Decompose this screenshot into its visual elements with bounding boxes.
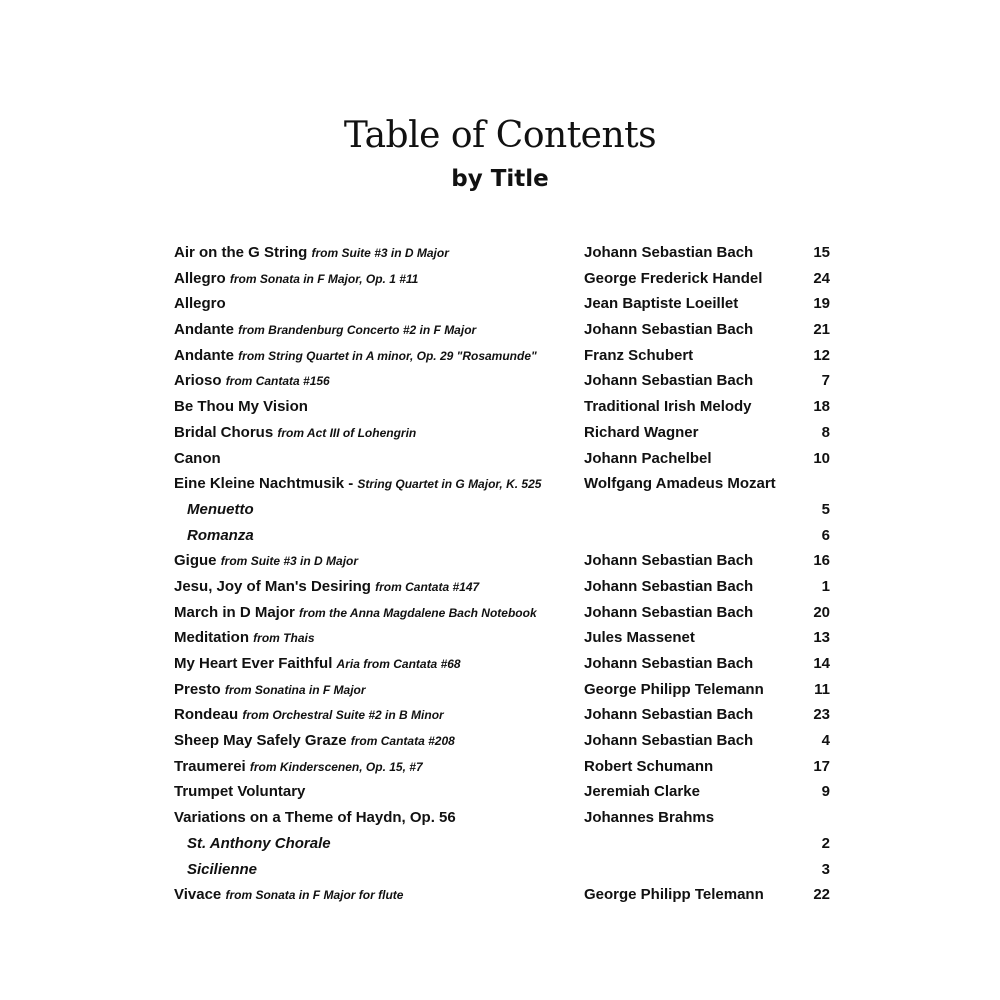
work-title: Allegro (174, 269, 226, 287)
page-number: 20 (813, 603, 830, 621)
toc-row (0, 497, 1000, 523)
composer-name: George Philipp Telemann (584, 886, 764, 904)
toc-row (0, 266, 1000, 292)
composer-name: Johann Sebastian Bach (584, 321, 754, 339)
composer-name: Johann Sebastian Bach (584, 655, 754, 672)
page-number: 4 (821, 732, 830, 750)
composer-name: Johann Pachelbel (584, 449, 712, 467)
work-title: Arioso (174, 372, 222, 390)
toc-row (0, 600, 1000, 626)
work-source: from String Quartet in A minor, Op. 29 "Rosamunde" (238, 348, 537, 363)
toc-entry-title (174, 420, 416, 446)
toc-row (0, 754, 1000, 780)
page-subtitle: by Title (451, 166, 549, 192)
work-title: Meditation (174, 629, 249, 647)
work-title: Eine Kleine Nachtmusik - (174, 475, 354, 493)
toc-entry-title (174, 625, 315, 651)
toc-entry-title (174, 728, 455, 754)
work-source: Aria from Cantata #68 (336, 657, 461, 671)
toc-entry-title (174, 291, 226, 316)
toc-row (0, 368, 1000, 394)
toc-row (0, 702, 1000, 728)
toc-entry-title (187, 523, 254, 548)
toc-entry-title (174, 805, 456, 830)
work-source: String Quartet in G Major, K. 525 (357, 477, 542, 492)
page-number: 13 (813, 629, 830, 647)
toc-entry-title (174, 600, 537, 626)
page-number: 18 (813, 398, 830, 416)
toc-entry-title (174, 779, 305, 804)
composer-name: Johann Sebastian Bach (584, 706, 754, 724)
work-source: from Orchestral Suite #2 in B Minor (242, 708, 444, 723)
composer-name: Johann Sebastian Bach (584, 577, 754, 595)
toc-entry-title (174, 394, 308, 419)
work-title: Vivace (174, 886, 222, 904)
toc-entry-title (174, 240, 449, 266)
page-number: 3 (821, 860, 830, 878)
composer-name: Robert Schumann (584, 757, 714, 775)
toc-entry-title (174, 574, 479, 600)
page-number: 16 (813, 552, 830, 570)
toc-entry-title (174, 471, 541, 497)
work-source: from Sonata in F Major for flute (225, 888, 404, 903)
work-source: from Sonata in F Major, Op. 1 #11 (229, 271, 419, 286)
work-title: Jesu, Joy of Man's Desiring (174, 577, 371, 595)
composer-name: George Philipp Telemann (584, 680, 764, 698)
composer-name: Jules Massenet (584, 629, 695, 647)
work-title: Andante (174, 346, 234, 364)
work-source: from Kinderscenen, Op. 15, #7 (249, 759, 423, 774)
composer-name: Johannes Brahms (584, 809, 715, 827)
toc-entry-title (187, 857, 257, 882)
work-title: Rondeau (174, 706, 239, 724)
work-title: Gigue (174, 552, 217, 570)
work-title: Trumpet Voluntary (174, 783, 306, 801)
toc-row (0, 446, 1000, 472)
work-title: Traumerei (174, 757, 246, 775)
toc-row (0, 291, 1000, 317)
page-number: 8 (821, 423, 830, 441)
page-number: 6 (821, 526, 830, 544)
work-title: Andante (174, 321, 234, 339)
work-title: Canon (174, 449, 221, 467)
toc-entry-title (174, 266, 418, 292)
toc-entry-title (174, 317, 476, 343)
work-title: Sheep May Safely Graze (174, 732, 347, 750)
toc-row (0, 677, 1000, 703)
composer-name: Wolfgang Amadeus Mozart (584, 475, 776, 493)
toc-row (0, 317, 1000, 343)
toc-entry-title (174, 446, 221, 471)
toc-entry-title (174, 754, 423, 780)
page-number: 15 (813, 244, 830, 261)
work-source: from Cantata #208 (350, 734, 455, 749)
composer-name: George Frederick Handel (584, 269, 763, 287)
composer-name: Johann Sebastian Bach (584, 552, 754, 570)
toc-row (0, 240, 1000, 266)
composer-name: Johann Sebastian Bach (584, 732, 754, 750)
toc-entry-title (174, 882, 403, 908)
toc-row (0, 343, 1000, 369)
composer-name: Jeremiah Clarke (584, 783, 700, 801)
composer-name: Richard Wagner (584, 423, 699, 441)
toc-entry-title (174, 343, 537, 369)
page-number: 19 (813, 295, 830, 313)
page-number: 23 (813, 706, 830, 724)
work-title: Bridal Chorus (174, 423, 274, 441)
toc-row (0, 651, 1000, 677)
work-title: St. Anthony Chorale (187, 834, 331, 852)
toc-entry-title (187, 831, 331, 856)
page-number: 7 (821, 372, 830, 390)
page-number: 11 (814, 680, 830, 698)
page-number: 12 (813, 346, 830, 364)
composer-name: Johann Sebastian Bach (584, 603, 754, 621)
page-number: 5 (821, 500, 830, 518)
page-number: 14 (813, 655, 830, 672)
toc-row (0, 548, 1000, 574)
page-number: 10 (813, 449, 830, 467)
work-title: Allegro (174, 295, 226, 313)
toc-row (0, 857, 1000, 883)
toc-row (0, 471, 1000, 497)
page-number: 17 (813, 757, 830, 775)
work-source: from Suite #3 in D Major (220, 554, 359, 569)
work-title: Variations on a Theme of Haydn, Op. 56 (174, 809, 456, 827)
page-number: 2 (821, 834, 830, 852)
page-title: Table of Contents (343, 115, 657, 156)
toc-row (0, 394, 1000, 420)
toc-row (0, 831, 1000, 857)
work-title: Sicilienne (187, 860, 258, 878)
composer-name: Johann Sebastian Bach (584, 244, 754, 261)
work-source: from Sonatina in F Major (224, 682, 366, 697)
work-title: Romanza (187, 526, 254, 544)
work-source: from Act III of Lohengrin (277, 425, 417, 440)
toc-row (0, 574, 1000, 600)
work-source: from the Anna Magdalene Bach Notebook (299, 605, 537, 620)
page-number: 24 (813, 269, 830, 287)
toc-row (0, 728, 1000, 754)
composer-name: Traditional Irish Melody (584, 398, 752, 416)
work-source: from Cantata #147 (375, 579, 480, 594)
toc-entry-title (187, 497, 254, 522)
composer-name: Johann Sebastian Bach (584, 372, 754, 390)
work-source: from Thais (253, 631, 315, 646)
toc-entry-title (174, 651, 461, 677)
toc-entry-title (174, 677, 366, 703)
toc-row (0, 625, 1000, 651)
toc-row (0, 523, 1000, 549)
page-number: 9 (821, 783, 830, 801)
toc-entry-title (174, 548, 358, 574)
work-source: from Suite #3 in D Major (311, 246, 449, 260)
work-title: March in D Major (174, 603, 295, 621)
table-of-contents (0, 240, 1000, 908)
toc-entry-title (174, 368, 330, 394)
work-source: from Cantata #156 (225, 374, 330, 389)
work-title: Air on the G String (174, 244, 308, 261)
toc-entry-title (174, 702, 444, 728)
composer-name: Jean Baptiste Loeillet (584, 295, 739, 313)
work-source: from Brandenburg Concerto #2 in F Major (238, 323, 477, 338)
toc-row (0, 805, 1000, 831)
toc-row (0, 779, 1000, 805)
work-title: Be Thou My Vision (174, 398, 308, 416)
work-title: My Heart Ever Faithful (174, 655, 333, 672)
composer-name: Franz Schubert (584, 346, 694, 364)
page-number: 22 (813, 886, 830, 904)
page-number: 21 (813, 321, 830, 339)
toc-row (0, 882, 1000, 908)
work-title: Menuetto (187, 500, 254, 518)
work-title: Presto (174, 680, 221, 698)
page-number: 1 (821, 577, 830, 595)
toc-row (0, 420, 1000, 446)
